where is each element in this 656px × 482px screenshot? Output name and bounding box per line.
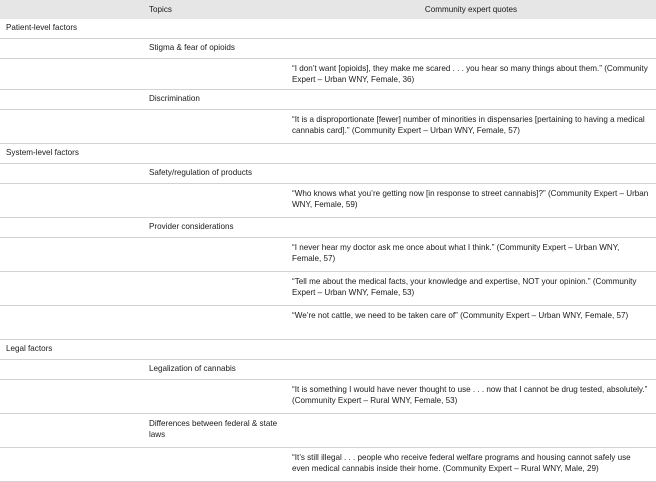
quote-text: “Who knows what you’re getting now [in response to street cannabis]?” (Community Expert – Urban WNY, Female, 59) (286, 184, 656, 218)
topic-row (0, 218, 656, 238)
quote-row (0, 59, 656, 90)
quote-text: “It is a disproportionate [fewer] number of minorities in dispensaries [pertaining to having a medical cannabis card].” (Community Expert – Urban WNY, Female, 57) (286, 110, 656, 144)
header-topics: Topics (149, 5, 172, 14)
quote-text: “It’s still illegal . . . people who receive federal welfare programs and housing cannot safely use even medical cannabis inside their home. (Community Expert – Rural WNY, Male, 29) (286, 448, 656, 482)
header-factor (0, 0, 143, 19)
factor-label: Legal factors (0, 340, 143, 360)
quote-row (0, 272, 656, 306)
section-row (0, 144, 656, 164)
quote-row (0, 306, 656, 340)
topic-label: Stigma & fear of opioids (143, 39, 286, 59)
quote-row (0, 184, 656, 218)
section-row (0, 19, 656, 39)
topic-row (0, 414, 656, 448)
header-quotes: Community expert quotes (424, 5, 518, 14)
topic-label: Legalization of cannabis (143, 360, 286, 380)
quote-text: “We’re not cattle, we need to be taken care of” (Community Expert – Urban WNY, Female, 57) (286, 306, 656, 340)
section-row (0, 340, 656, 360)
topic-label: Discrimination (143, 90, 286, 110)
quote-text: “It is something I would have never thought to use . . . now that I cannot be drug tested, absolutely.” (Community Expert – Rural WNY, Female, 53) (286, 380, 656, 414)
quote-text: “I never hear my doctor ask me once about what I think.” (Community Expert – Urban WNY, Female, 57) (286, 238, 656, 272)
topic-row (0, 90, 656, 110)
topic-row (0, 164, 656, 184)
quote-row (0, 110, 656, 144)
topic-label: Provider considerations (143, 218, 286, 238)
factor-label: Patient-level factors (0, 19, 143, 39)
topic-label: Differences between federal & state laws (143, 414, 286, 448)
topic-row (0, 39, 656, 59)
quote-text: “Tell me about the medical facts, your knowledge and expertise, NOT your opinion.” (Community Expert – Urban WNY, Female, 53) (286, 272, 656, 306)
quote-row (0, 380, 656, 414)
table-header-row (0, 0, 656, 19)
factor-label: System-level factors (0, 144, 143, 164)
quote-row (0, 238, 656, 272)
topic-label: Safety/regulation of products (143, 164, 286, 184)
quote-row (0, 448, 656, 482)
quote-text: “I don’t want [opioids], they make me scared . . . you hear so many things about them.” (Community Expert – Urban WNY, Female, 36) (286, 59, 656, 90)
topic-row (0, 360, 656, 380)
